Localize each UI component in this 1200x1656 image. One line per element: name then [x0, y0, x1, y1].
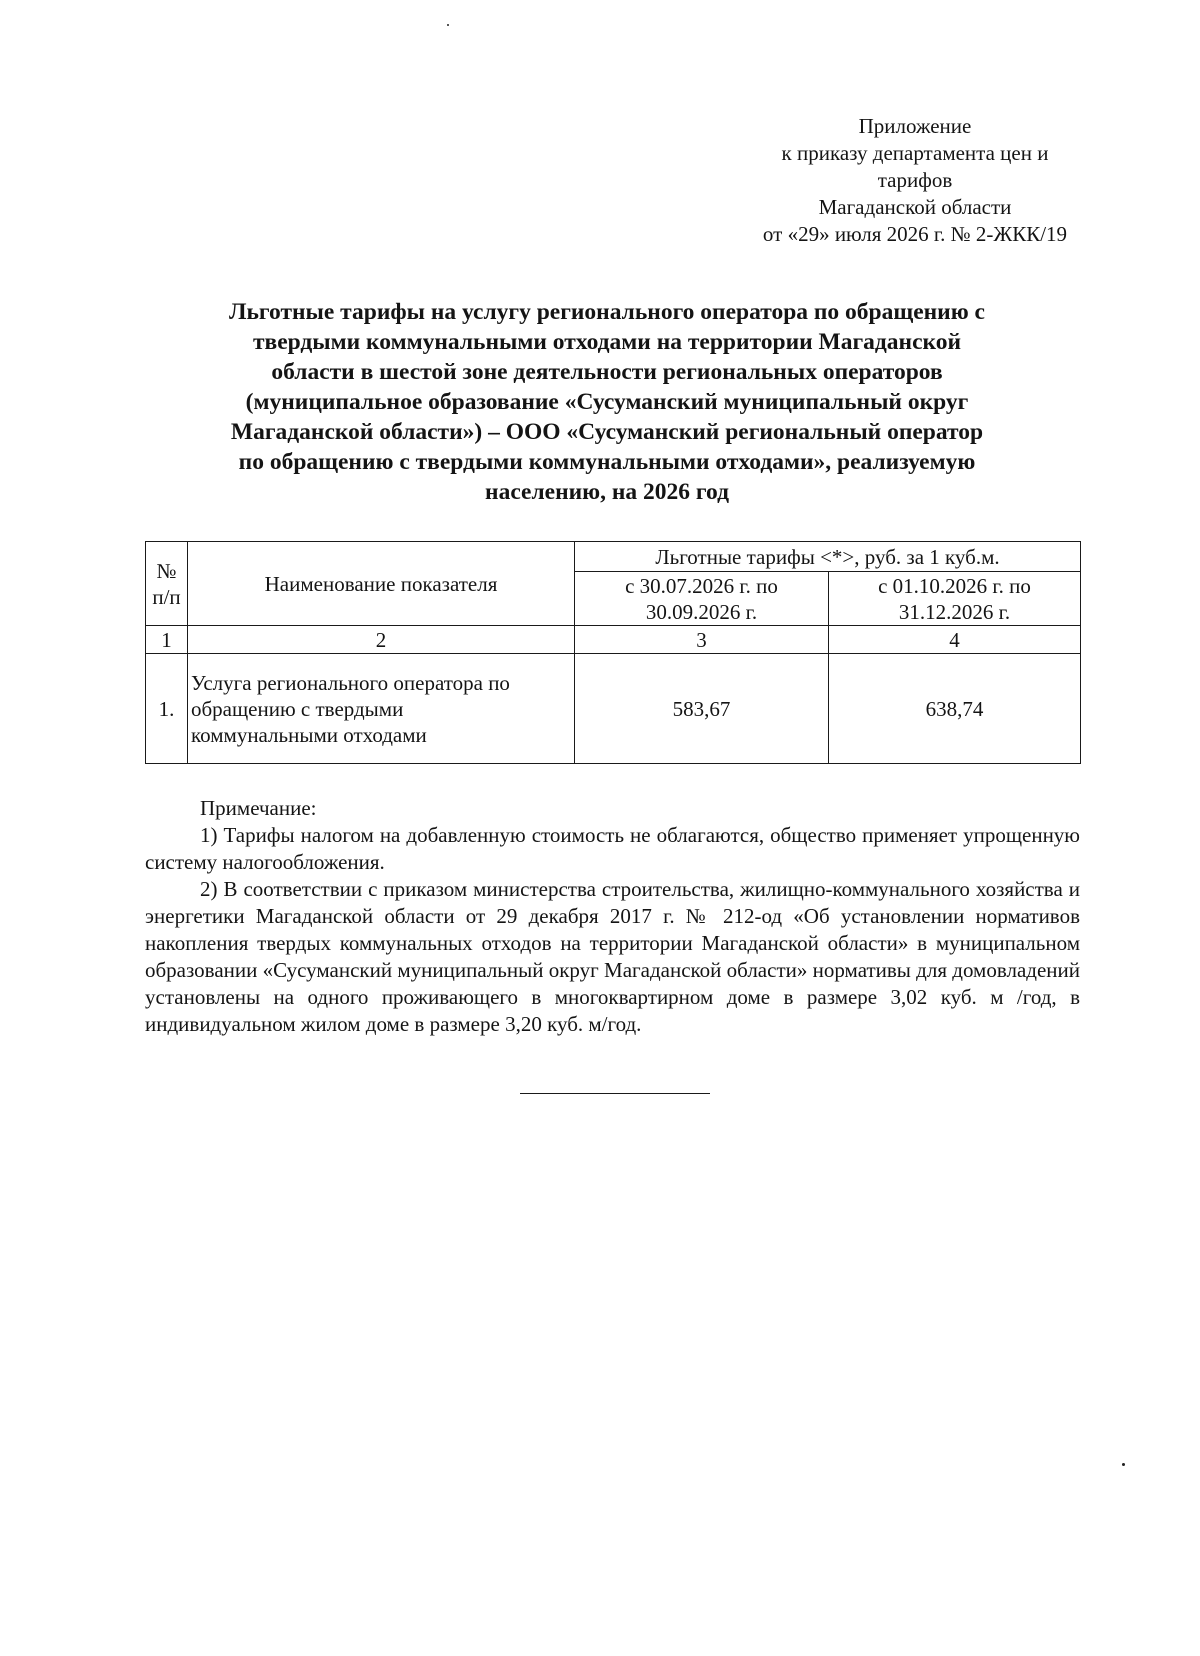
header-period-1-start: с 30.07.2026 г. по: [625, 573, 778, 598]
table-row: [146, 654, 1081, 764]
title-line: Льготные тарифы на услугу регионального оператора по обращению с: [228, 299, 985, 325]
end-separator-line: [520, 1093, 710, 1094]
title-line: Магаданской области») – ООО «Сусуманский региональный оператор: [230, 419, 984, 445]
column-number-cell: 2: [188, 626, 575, 654]
approval-line: к приказу департамента цен и: [781, 141, 1049, 165]
header-name-cell: Наименование показателя: [188, 542, 575, 626]
header-number-abbr: п/п: [152, 584, 181, 609]
table-header-row: [146, 542, 1081, 572]
approval-block: [715, 113, 1115, 248]
header-tariff-group: Льготные тарифы <*>, руб. за 1 куб.м.: [575, 542, 1081, 572]
notes-section: [145, 795, 1080, 1038]
row-value-period-1: 583,67: [575, 654, 829, 764]
header-number-symbol: №: [156, 558, 177, 583]
header-period-1: [575, 572, 829, 626]
header-period-2: [829, 572, 1081, 626]
note-item-1: 1) Тарифы налогом на добавленную стоимость не облагаются, общество применяет упрощенную систему налогообложения.: [145, 823, 1080, 874]
row-number-cell: 1.: [146, 654, 188, 764]
document-title: [140, 297, 1074, 507]
scan-speck: [1122, 1463, 1125, 1466]
row-value-period-2: 638,74: [829, 654, 1081, 764]
notes-heading: Примечание:: [200, 796, 317, 820]
header-number-cell: [146, 542, 188, 626]
approval-line: тарифов: [877, 168, 953, 192]
column-numbers-row: [146, 626, 1081, 654]
title-line: твердыми коммунальными отходами на территории Магаданской: [252, 329, 962, 355]
approval-line: Магаданской области: [818, 195, 1012, 219]
approval-date-number: от «29» июля 2026 г. № 2-ЖКК/19: [762, 222, 1068, 246]
header-period-1-end: 30.09.2026 г.: [645, 599, 758, 624]
approval-line: Приложение: [858, 114, 972, 138]
row-name-line: коммунальными отходами: [191, 722, 427, 747]
row-name-line: Услуга регионального оператора по: [191, 670, 510, 695]
scan-speck: [447, 24, 449, 26]
column-number-cell: 4: [829, 626, 1081, 654]
header-period-2-end: 31.12.2026 г.: [898, 599, 1011, 624]
title-line: населению, на 2026 год: [485, 479, 729, 505]
row-name-cell: [188, 654, 575, 764]
row-name-line: обращению с твердыми: [191, 696, 404, 721]
title-line: по обращению с твердыми коммунальными отходами», реализуемую: [238, 449, 976, 475]
column-number-cell: 1: [146, 626, 188, 654]
title-line: (муниципальное образование «Сусуманский муниципальный округ: [245, 389, 969, 415]
note-item-2: 2) В соответствии с приказом министерства строительства, жилищно-коммунального хозяйства и энергетики Магаданской области от 29 декабря 2017 г. № 212-од «Об установлении нормативов накопления твердых коммунальных отходов на территории Магаданской области» в муниципальном образовании «Сусуманский муниципальный округ Магаданской области» нормативы для домовладений установлены на одного проживающего в многоквартирном доме в размере 3,02 куб. м /год, в индивидуальном жилом доме в размере 3,20 куб. м/год.: [145, 877, 1080, 1036]
column-number-cell: 3: [575, 626, 829, 654]
tariff-table: [145, 541, 1081, 764]
header-period-2-start: с 01.10.2026 г. по: [878, 573, 1031, 598]
title-line: области в шестой зоне деятельности региональных операторов: [271, 359, 943, 385]
